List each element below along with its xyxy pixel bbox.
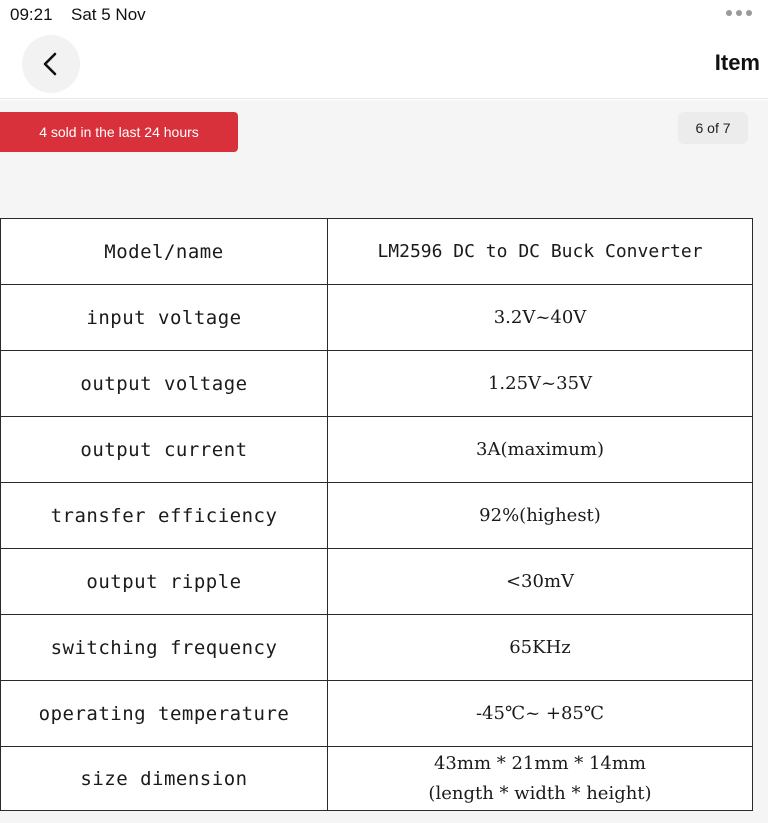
spec-value: 65KHz bbox=[328, 615, 753, 681]
table-row bbox=[1, 351, 753, 417]
table-row bbox=[1, 417, 753, 483]
table-row bbox=[1, 681, 753, 747]
spec-label: output ripple bbox=[1, 549, 328, 615]
spec-label: output current bbox=[1, 417, 328, 483]
spec-label: size dimension bbox=[1, 747, 328, 811]
product-image-gallery[interactable] bbox=[0, 100, 768, 823]
back-button[interactable] bbox=[22, 35, 80, 93]
status-time: 09:21 bbox=[10, 5, 53, 24]
spec-value: LM2596 DC to DC Buck Converter bbox=[328, 219, 753, 285]
spec-label: Model/name bbox=[1, 219, 328, 285]
spec-value bbox=[328, 747, 753, 811]
table-row bbox=[1, 483, 753, 549]
spec-label: output voltage bbox=[1, 351, 328, 417]
spec-table bbox=[0, 218, 753, 811]
status-bar bbox=[0, 0, 768, 28]
spec-label: transfer efficiency bbox=[1, 483, 328, 549]
spec-value: 3.2V~40V bbox=[328, 285, 753, 351]
sold-count-badge: 4 sold in the last 24 hours bbox=[0, 112, 238, 152]
spec-value: 92%(highest) bbox=[328, 483, 753, 549]
table-row bbox=[1, 615, 753, 681]
spec-value: 3A(maximum) bbox=[328, 417, 753, 483]
navigation-bar bbox=[0, 28, 768, 99]
table-row bbox=[1, 747, 753, 811]
image-page-counter: 6 of 7 bbox=[678, 112, 748, 144]
spec-value: -45℃~ +85℃ bbox=[328, 681, 753, 747]
spec-label: input voltage bbox=[1, 285, 328, 351]
spec-value-line: (length * width * height) bbox=[428, 782, 652, 804]
page-title: Item bbox=[714, 50, 760, 75]
table-row bbox=[1, 285, 753, 351]
status-date: Sat 5 Nov bbox=[71, 5, 146, 24]
spec-value: <30mV bbox=[328, 549, 753, 615]
table-row bbox=[1, 219, 753, 285]
spec-label: operating temperature bbox=[1, 681, 328, 747]
multitasking-dots-icon[interactable] bbox=[726, 10, 752, 16]
spec-label: switching frequency bbox=[1, 615, 328, 681]
spec-value: 1.25V~35V bbox=[328, 351, 753, 417]
spec-value-line: 43mm * 21mm * 14mm bbox=[433, 752, 646, 774]
table-row bbox=[1, 549, 753, 615]
chevron-left-icon bbox=[40, 51, 62, 77]
